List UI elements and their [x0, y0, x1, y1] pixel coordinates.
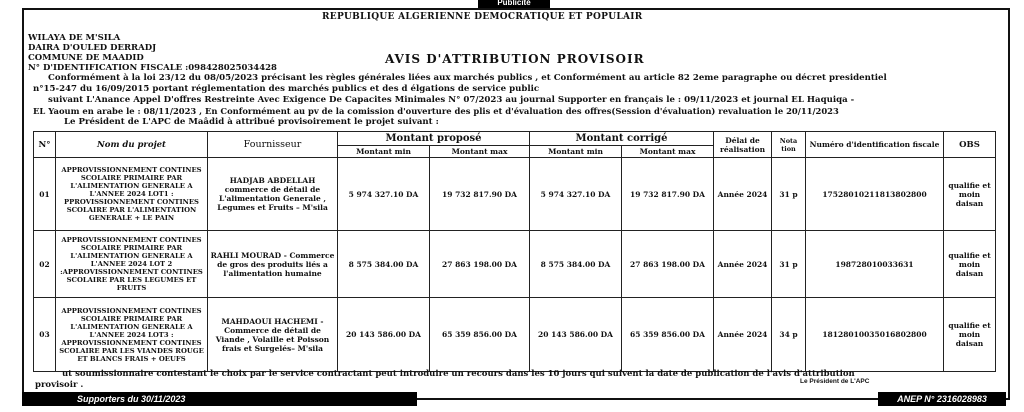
- row-delay: Année 2024: [714, 231, 772, 298]
- row-delay: Année 2024: [714, 298, 772, 372]
- row-corrected-min: 20 143 586.00 DA: [530, 298, 622, 372]
- row-proposed-max: 65 359 856.00 DA: [430, 298, 530, 372]
- row-obs: qualifie et moin daisan: [944, 158, 996, 231]
- paragraph-line-3: suivant L'Anance Appel D'offres Restreinte Avec Exigence De Capacites Minimales N° 07/2023 au journal Supporter en français le : 09/11/2023 et journal EL Haquiqa -: [48, 95, 855, 105]
- row-supplier: HADJAB ABDELLAH commerce de détail de L'alimentation Generale , Legumes et Fruits – M'sila: [208, 158, 338, 231]
- issuer-header: [28, 33, 277, 73]
- row-proposed-min: 5 974 327.10 DA: [338, 158, 430, 231]
- wilaya-line: WILAYA DE M'SILA: [28, 33, 121, 43]
- col-corrected-min: Montant min: [530, 146, 622, 158]
- row-notation: 31 p: [772, 231, 806, 298]
- commune-line: COMMUNE DE MAADID: [28, 53, 144, 63]
- table-row: [34, 298, 996, 372]
- col-supplier: Fournisseur: [208, 132, 338, 158]
- col-corrected: Montant corrigé: [530, 132, 714, 146]
- recourse-notice: ut soumissionnaire contestant le choix par le service contractant peut introduire un recours dans les 10 jours qui suivent la date de publication de l'avis d'attribution: [62, 369, 855, 379]
- row-proposed-max: 19 732 817.90 DA: [430, 158, 530, 231]
- col-nif: Numéro d'identification fiscale: [806, 132, 944, 158]
- row-nif: 18128010035016802800: [806, 298, 944, 372]
- col-proposed-max: Montant max: [430, 146, 530, 158]
- table-row: [34, 158, 996, 231]
- supporters-bar: Supporters du 30/11/2023: [22, 392, 417, 406]
- row-nif: 17528010211813802800: [806, 158, 944, 231]
- row-delay: Année 2024: [714, 158, 772, 231]
- row-proposed-min: 8 575 384.00 DA: [338, 231, 430, 298]
- table-row: [34, 231, 996, 298]
- row-obs: qualifie et moin daisan: [944, 231, 996, 298]
- row-obs: qualifie et moin daisan: [944, 298, 996, 372]
- paragraph-line-2: n°15-247 du 16/09/2015 portant réglementation des marchés publics et des d élgations de service public: [33, 84, 540, 94]
- publicite-tag: Publicité: [478, 0, 550, 8]
- row-notation: 34 p: [772, 298, 806, 372]
- col-corrected-max: Montant max: [622, 146, 714, 158]
- row-notation: 31 p: [772, 158, 806, 231]
- recourse-notice-end: provisoir .: [35, 380, 84, 390]
- row-corrected-min: 8 575 384.00 DA: [530, 231, 622, 298]
- anep-bar: ANEP N° 2316028983: [878, 392, 1006, 406]
- row-proposed-min: 20 143 586.00 DA: [338, 298, 430, 372]
- republic-heading: REPUBLIQUE ALGERIENNE DEMOCRATIQUE ET POPULAIR: [322, 12, 643, 22]
- daira-line: DAIRA D'OULED DERRADJ: [28, 43, 157, 53]
- nif-line: N° D'IDENTIFICATION FISCALE :098428025034428: [28, 63, 277, 73]
- row-project: APPROVISSIONNEMENT CONTINES SCOLAIRE PRIMAIRE PAR L'ALIMENTATION GENERALE A L'ANNEE 2024 LOT3 : APPROVISSIONNEMENT CONTINES SCOLAIRE PAR LES VIANDES ROUGE ET BLANCS FRAIS + OEUFS: [56, 298, 208, 372]
- paragraph-line-4: EL Yaoum en arabe le : 08/11/2023 , En Conformément au pv de la comission d'ouverture des plis et d'évaluation des offres(Session d'évaluation) revaluation le 20/11/2023: [33, 106, 839, 116]
- row-num: 02: [34, 231, 56, 298]
- row-corrected-max: 27 863 198.00 DA: [622, 231, 714, 298]
- paragraph-line-1: Conformément à la loi 23/12 du 08/05/2023 précisant les règles générales liées aux marchés publics , et Conformément au article 82 2eme paragraphe ou décret presidentiel: [48, 73, 887, 83]
- notice-title: AVIS D'ATTRIBUTION PROVISOIR: [385, 52, 645, 66]
- paragraph-line-5: Le Président de L'APC de Maâdid à attribué provisoirement le projet suivant :: [64, 117, 439, 127]
- row-num: 03: [34, 298, 56, 372]
- attribution-table: [33, 131, 996, 372]
- row-project: APPROVISSIONNEMENT CONTINES SCOLAIRE PRIMAIRE PAR L'ALIMENTATION GENERALE A L'ANNEE 2024 LOT 2 :APPROVISSIONNEMENT CONTINES SCOLAIRE PAR LES LEGUMES ET FRUITS: [56, 231, 208, 298]
- row-corrected-max: 65 359 856.00 DA: [622, 298, 714, 372]
- col-delay: Délai de réalisation: [714, 132, 772, 158]
- signature-label: Le Président de L'APC: [800, 378, 870, 385]
- col-project: Nom du projet: [56, 132, 208, 158]
- row-nif: 198728010033631: [806, 231, 944, 298]
- col-notation: Nota tion: [772, 132, 806, 158]
- col-num: N°: [34, 132, 56, 158]
- row-corrected-min: 5 974 327.10 DA: [530, 158, 622, 231]
- row-supplier: RAHLI MOURAD - Commerce de gros des produits liés a l'alimentation humaine: [208, 231, 338, 298]
- row-corrected-max: 19 732 817.90 DA: [622, 158, 714, 231]
- row-num: 01: [34, 158, 56, 231]
- col-obs: OBS: [944, 132, 996, 158]
- row-proposed-max: 27 863 198.00 DA: [430, 231, 530, 298]
- row-project: APPROVISSIONNEMENT CONTINES SCOLAIRE PRIMAIRE PAR L'ALIMENTATION GENERALE A L'ANNEE 2024 LOT1 : PPROVISSIONNEMENT CONTINES SCOLAIRE PAR L'ALIMENTATION GENERALE + LE PAIN: [56, 158, 208, 231]
- row-supplier: MAHDAOUI HACHEMI - Commerce de détail de Viande , Volaille et Poisson frais et Surgelés– M'sila: [208, 298, 338, 372]
- col-proposed-min: Montant min: [338, 146, 430, 158]
- col-proposed: Montant proposé: [338, 132, 530, 146]
